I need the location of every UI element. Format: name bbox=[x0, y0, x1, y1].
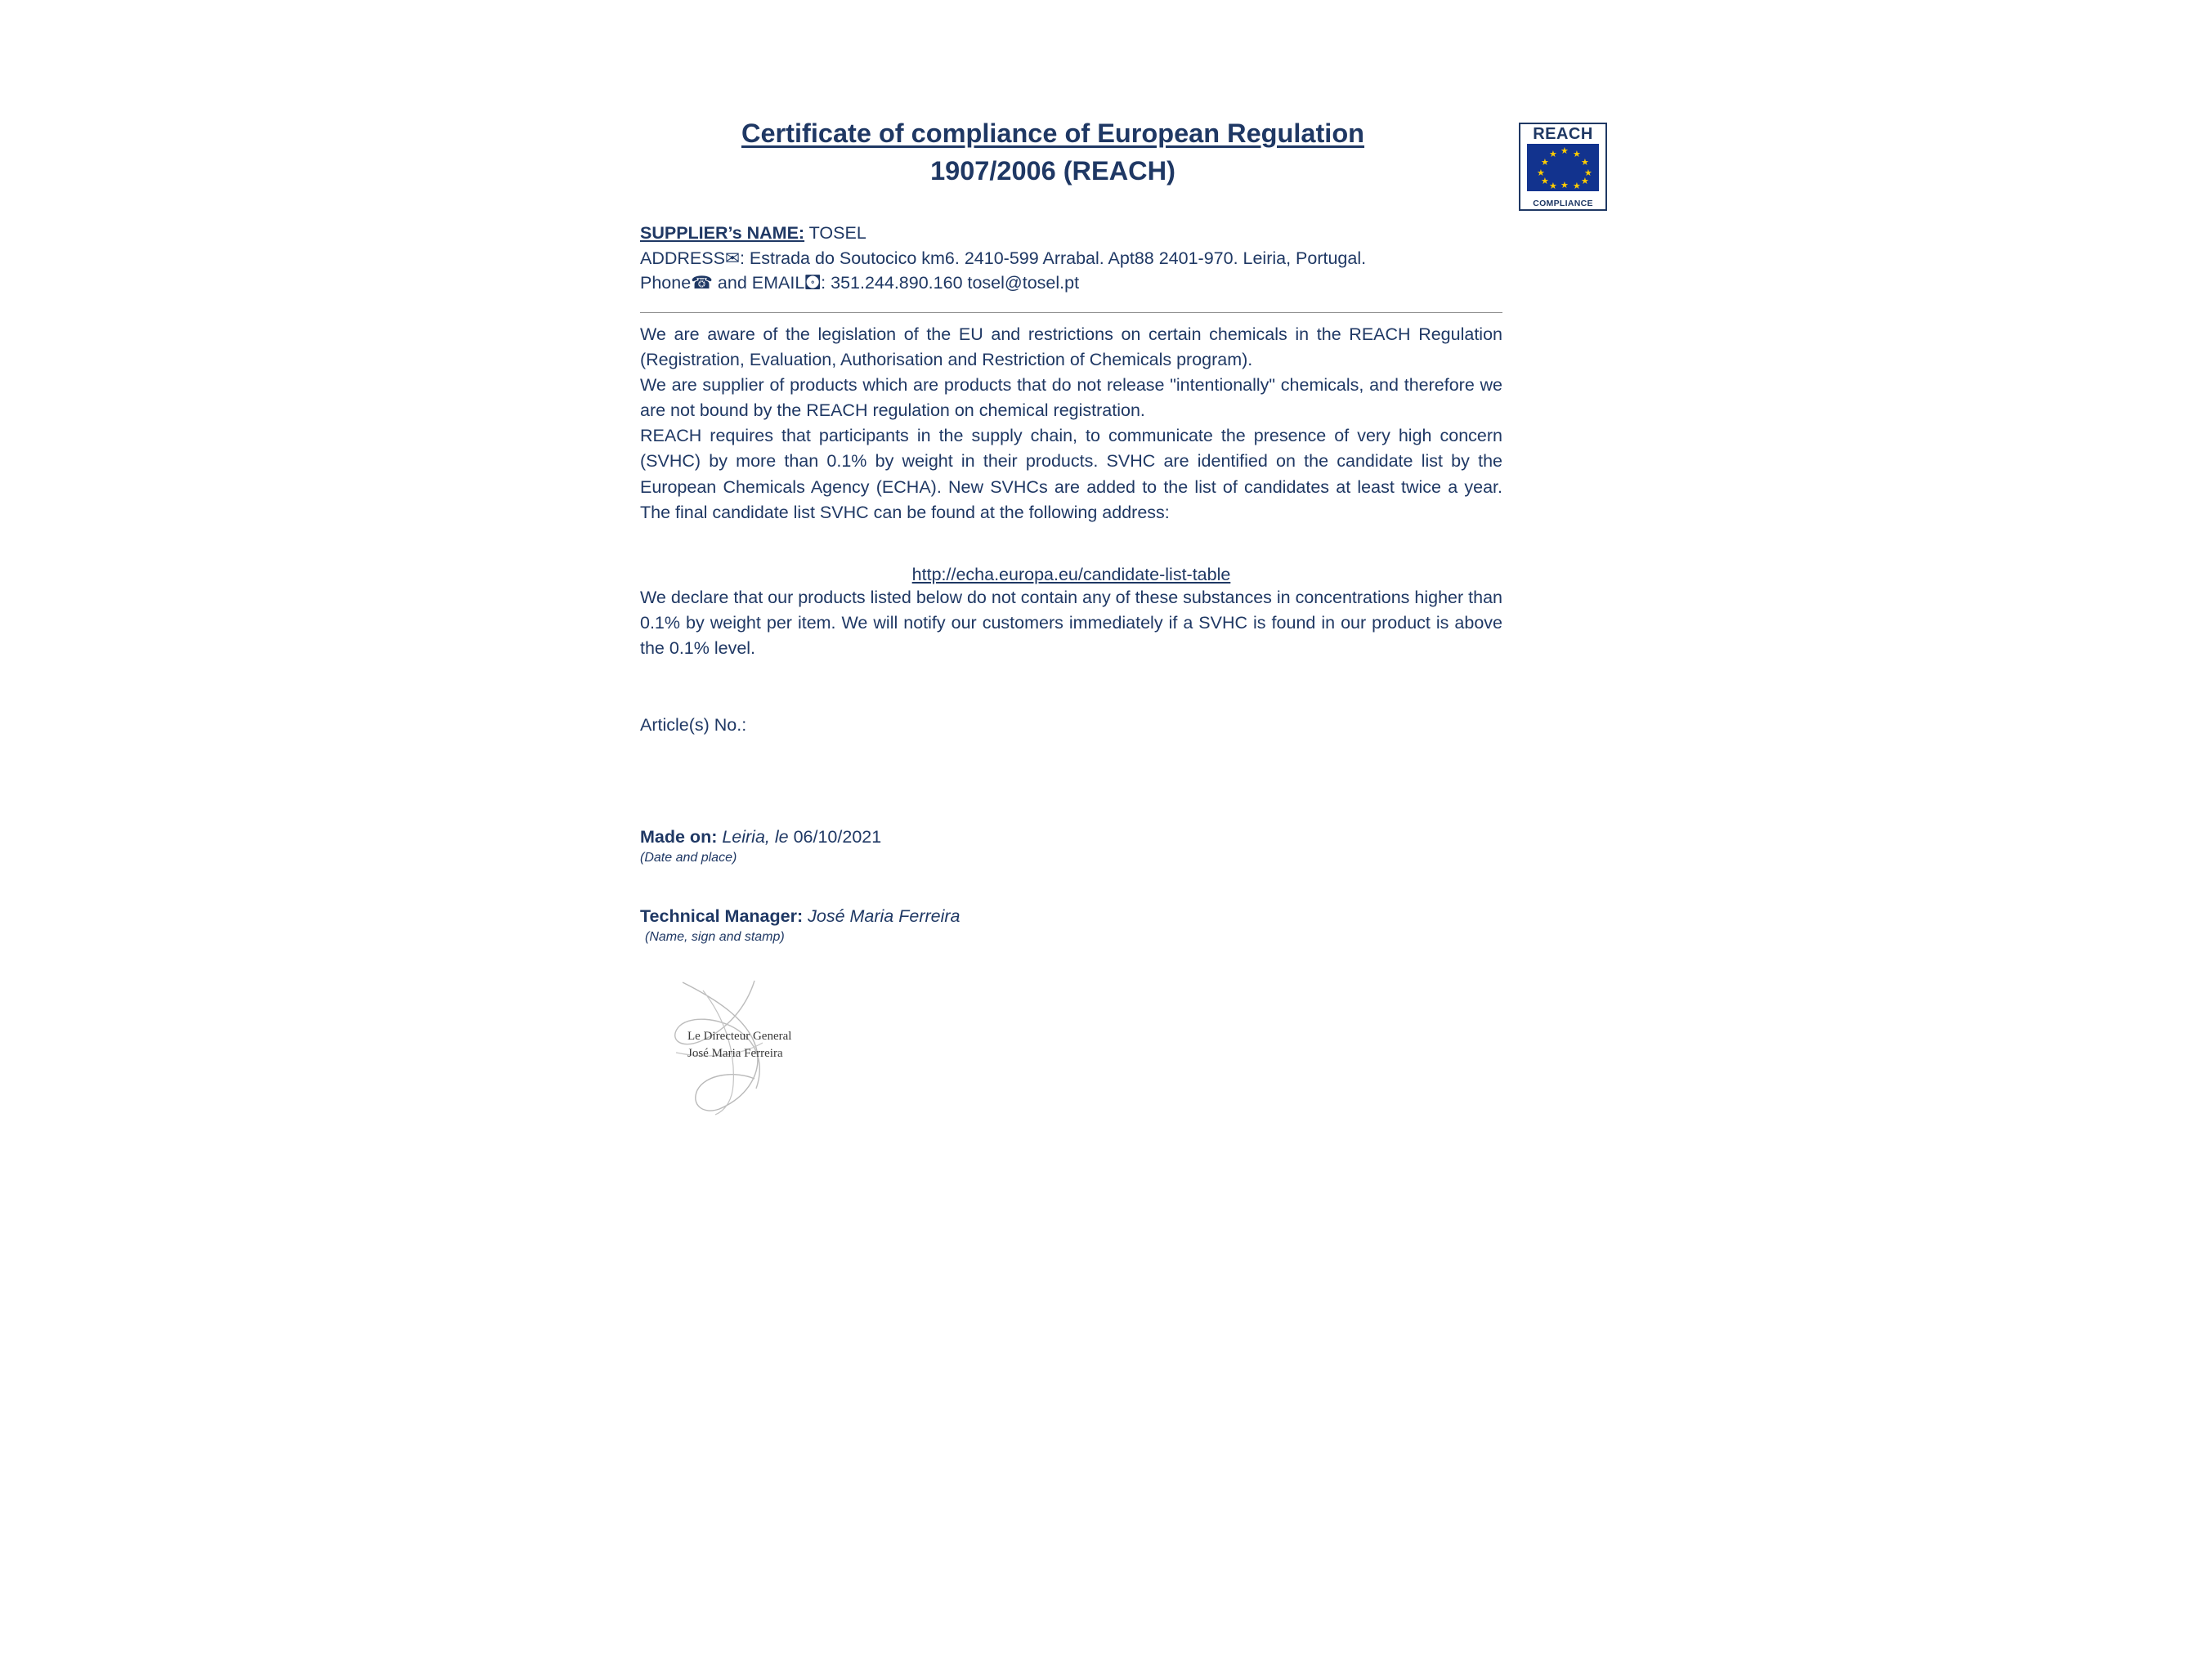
header-divider bbox=[640, 312, 1502, 313]
made-on-place: Leiria, le bbox=[717, 827, 789, 847]
supplier-contact-row bbox=[640, 271, 1502, 296]
page-title bbox=[640, 114, 1466, 190]
title-line-1: Certificate of compliance of European Regulation bbox=[741, 118, 1365, 148]
stamp-text bbox=[687, 1028, 791, 1062]
contact-value: : 351.244.890.160 tosel@tosel.pt bbox=[821, 273, 1080, 293]
technical-manager-row bbox=[640, 906, 1502, 927]
email-icon: 🖸 bbox=[804, 273, 822, 293]
envelope-icon: ✉ bbox=[724, 248, 740, 268]
email-label: and EMAIL bbox=[712, 273, 805, 293]
reach-logo-bottom-word: COMPLIANCE bbox=[1533, 199, 1593, 208]
paragraph-awareness: We are aware of the legislation of the EU and restrictions on certain chemicals in the REACH Regulation (Registration, Evaluation, Authorisation and Restriction of Chemicals program). bbox=[640, 324, 1502, 369]
supplier-name-row bbox=[640, 221, 1502, 246]
technical-manager-label: Technical Manager: bbox=[640, 906, 804, 927]
technical-manager-note: (Name, sign and stamp) bbox=[645, 930, 785, 945]
supplier-address-row bbox=[640, 246, 1502, 271]
reach-logo-top-word: REACH bbox=[1533, 125, 1593, 143]
paragraph-declaration: We declare that our products listed below do not contain any of these substances in concentrations higher than 0.1% by weight per item. We will notify our customers immediately if a SVHC is found in our product is above the 0.1% level. bbox=[640, 587, 1502, 659]
technical-manager-name: José Maria Ferreira bbox=[803, 906, 960, 927]
title-row bbox=[640, 114, 1593, 208]
candidate-list-link-row bbox=[640, 565, 1502, 585]
document-content bbox=[640, 114, 1593, 1121]
reach-compliance-logo-icon bbox=[1519, 123, 1607, 211]
supplier-block bbox=[640, 221, 1502, 313]
address-label: ADDRESS bbox=[640, 248, 725, 268]
paragraph-supplier-statement: We are supplier of products which are products that do not release "intentionally" chemicals, and therefore we are not bound by the REACH regulation on chemical registration. bbox=[640, 374, 1502, 421]
phone-label: Phone bbox=[640, 273, 692, 293]
made-on-date: 06/10/2021 bbox=[788, 827, 882, 847]
address-value: : Estrada do Soutocico km6. 2410-599 Arrabal. Apt88 2401-970. Leiria, Portugal. bbox=[739, 248, 1367, 268]
stamp-line-2: José Maria Ferreira bbox=[687, 1046, 783, 1060]
stamp-line-1: Le Directeur General bbox=[687, 1030, 792, 1044]
made-on-row bbox=[640, 827, 1502, 847]
candidate-list-link[interactable]: http://echa.europa.eu/candidate-list-table bbox=[911, 564, 1231, 584]
made-on-label: Made on: bbox=[640, 827, 718, 847]
eu-flag-icon: ★ ★ ★ ★ ★ ★ ★ ★ ★ ★ ★ ★ bbox=[1527, 144, 1599, 191]
telephone-icon: ☎ bbox=[691, 273, 713, 293]
articles-number-label: Article(s) No.: bbox=[640, 715, 747, 736]
paragraph-svhc-requirements: REACH requires that participants in the supply chain, to communicate the presence of very high concern (SVHC) by more than 0.1% by weight in their products. SVHC are identified on the candidate list by the European Chemicals Agency (ECHA). New SVHCs are added to the list of candidates at least twice a year. The final candidate list SVHC can be found at the following address: bbox=[640, 426, 1502, 522]
made-on-note: (Date and place) bbox=[640, 851, 737, 865]
supplier-name-label: SUPPLIER’s NAME: bbox=[640, 223, 805, 244]
title-line-2: 1907/2006 (REACH) bbox=[930, 156, 1175, 186]
supplier-name-value: TOSEL bbox=[804, 223, 866, 244]
signature-stamp bbox=[658, 974, 846, 1121]
